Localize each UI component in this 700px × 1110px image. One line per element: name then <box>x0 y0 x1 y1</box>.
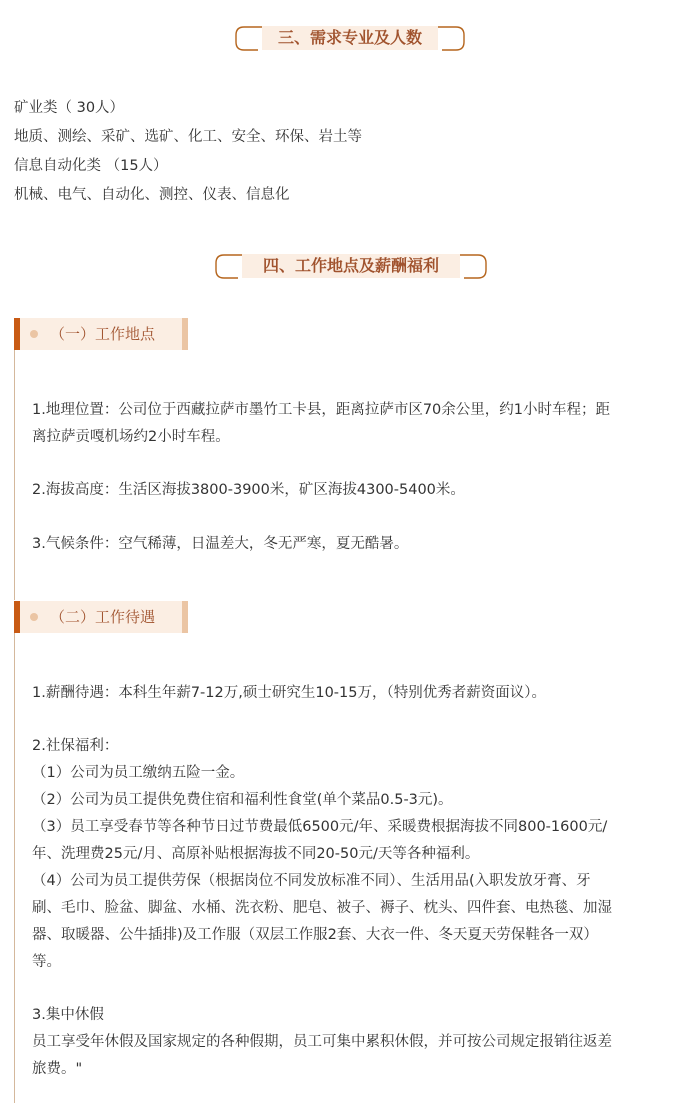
text-line: 3.气候条件：空气稀薄，日温差大，冬无严寒，夏无酷暑。 <box>32 536 409 552</box>
section-title-3: 三、需求专业及人数 <box>277 28 422 47</box>
bullet-dot-icon <box>30 330 38 338</box>
accent-bar <box>182 318 188 350</box>
text-line: （1）公司为员工缴纳五险一金。 <box>32 765 245 781</box>
section-header-3 <box>0 18 700 58</box>
side-rail <box>14 350 15 600</box>
subsection-title: （一）工作地点 <box>50 325 156 343</box>
text-line: （2）公司为员工提供免费住宿和福利性食堂(单个菜品0.5-3元)。 <box>32 792 453 808</box>
subsection-title: （二）工作待遇 <box>50 608 156 626</box>
text-line: 2.社保福利： <box>32 738 119 754</box>
text-line: 年、洗理费25元/月、高原补贴根据海拔不同20-50元/天等各种福利。 <box>32 846 480 862</box>
text-line: 1.薪酬待遇：本科生年薪7-12万,硕士研究生10-15万，（特别优秀者薪资面议）。 <box>32 685 546 701</box>
accent-bar <box>14 601 20 633</box>
text-line: 机械、电气、自动化、测控、仪表、信息化 <box>14 187 290 203</box>
text-line: 2.海拔高度：生活区海拔3800-3900米，矿区海拔4300-5400米。 <box>32 482 465 498</box>
text-line: 地质、测绘、采矿、选矿、化工、安全、环保、岩土等 <box>14 129 362 145</box>
text-line: 1.地理位置：公司位于西藏拉萨市墨竹工卡县，距离拉萨市区70余公里，约1小时车程；距 <box>32 402 611 418</box>
text-line: 矿业类（ 30人） <box>14 100 125 116</box>
text-line: 离拉萨贡嘎机场约2小时车程。 <box>32 429 230 445</box>
section-title-4: 四、工作地点及薪酬福利 <box>262 256 439 275</box>
accent-bar <box>182 601 188 633</box>
section-header-4 <box>0 246 700 286</box>
text-line: 员工享受年休假及国家规定的各种假期，员工可集中累积休假，并可按公司规定报销往返差 <box>32 1034 612 1050</box>
text-line: （4）公司为员工提供劳保（根据岗位不同发放标准不同）、生活用品(入职发放牙膏、牙 <box>32 873 591 889</box>
text-line: 器、取暖器、公牛插排)及工作服（双层工作服2套、大衣一件、冬天夏天劳保鞋各一双） <box>32 927 598 943</box>
accent-bar <box>14 318 20 350</box>
side-rail <box>14 633 15 1103</box>
text-line: 刷、毛巾、脸盆、脚盆、水桶、洗衣粉、肥皂、被子、褥子、枕头、四件套、电热毯、加湿 <box>32 900 612 916</box>
text-line: 旅费。" <box>32 1061 83 1077</box>
bullet-dot-icon <box>30 613 38 621</box>
text-line: 信息自动化类 （15人） <box>14 158 168 174</box>
text-line: 3.集中休假 <box>32 1007 104 1023</box>
text-line: （3）员工享受春节等各种节日过节费最低6500元/年、采暖费根据海拔不同800-1600元/ <box>32 819 608 835</box>
text-line: 等。 <box>32 954 61 970</box>
